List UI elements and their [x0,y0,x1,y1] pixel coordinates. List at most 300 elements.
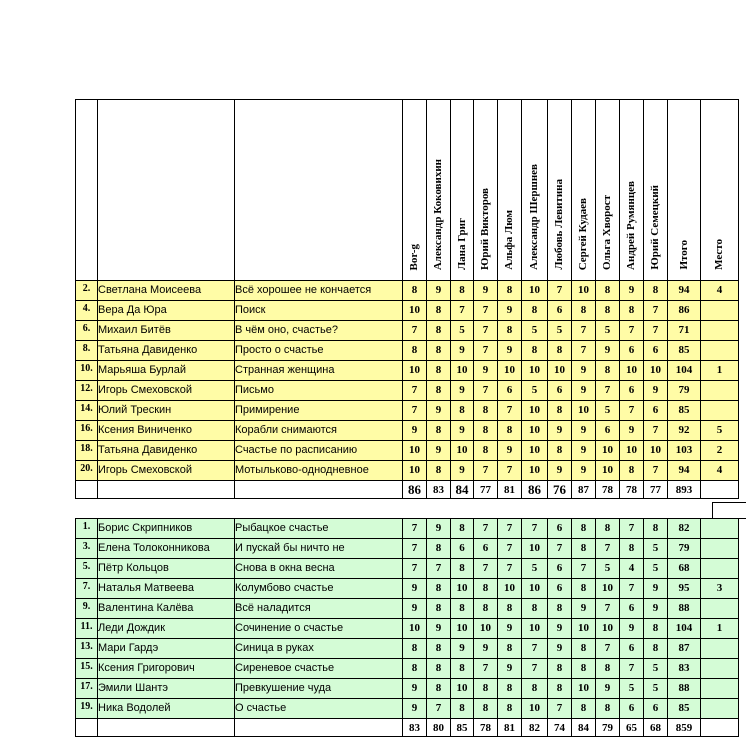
column-header [644,100,668,281]
column-total: 86 [403,481,427,499]
table-row [76,421,739,441]
column-header [572,100,596,281]
author-name: Марьяша Бурлай [98,361,235,381]
place-cell [701,679,739,699]
column-header [451,100,474,281]
author-name: Михаил Битёв [98,321,235,341]
total-cell: 88 [668,679,701,699]
work-title: Всё хорошее не кончается [235,281,403,301]
author-name: Игорь Смеховской [98,381,235,401]
score-cell: 9 [451,341,474,361]
entry-number: 14. [76,401,98,421]
score-cell: 7 [474,519,498,539]
score-cell: 8 [427,679,451,699]
score-cell: 8 [548,599,572,619]
totals-blank [701,719,739,737]
header-row [76,100,739,281]
score-cell: 10 [572,619,596,639]
score-cell: 10 [522,619,548,639]
score-cell: 9 [572,441,596,461]
total-cell: 85 [668,341,701,361]
column-total: 74 [548,719,572,737]
score-cell: 10 [403,301,427,321]
score-cell: 5 [620,679,644,699]
score-cell: 7 [548,281,572,301]
column-header-label: Альфа Люм [503,210,515,270]
score-cell: 8 [427,461,451,481]
score-cell: 9 [498,619,522,639]
entry-number: 8. [76,341,98,361]
score-cell: 10 [572,281,596,301]
entry-number: 10. [76,361,98,381]
place-cell [701,659,739,679]
score-cell: 7 [548,539,572,559]
totals-blank [701,481,739,499]
score-cell: 8 [572,659,596,679]
score-cell: 8 [596,699,620,719]
score-cell: 8 [427,381,451,401]
author-name: Татьяна Давиденко [98,441,235,461]
score-cell: 9 [572,361,596,381]
entry-number: 2. [76,281,98,301]
score-cell: 8 [451,281,474,301]
score-cell: 8 [620,301,644,321]
work-title: Просто о счастье [235,341,403,361]
score-cell: 7 [596,381,620,401]
header-work-cell [235,100,403,281]
entry-number: 1. [76,519,98,539]
score-cell: 8 [572,301,596,321]
grand-total: 893 [668,481,701,499]
score-cell: 9 [620,619,644,639]
score-cell: 9 [427,401,451,421]
author-name: Ника Водолей [98,699,235,719]
score-cell: 9 [474,361,498,381]
table-row [76,659,739,679]
score-cell: 9 [403,679,427,699]
score-cell: 9 [548,639,572,659]
column-header [620,100,644,281]
score-cell: 6 [548,579,572,599]
column-header [403,100,427,281]
total-cell: 82 [668,519,701,539]
score-cell: 9 [572,461,596,481]
score-cell: 8 [451,699,474,719]
column-header-label: Андрей Румянцев [625,181,637,270]
column-header [596,100,620,281]
score-cell: 6 [620,599,644,619]
score-cell: 10 [474,619,498,639]
author-name: Светлана Моисеева [98,281,235,301]
score-cell: 7 [474,381,498,401]
author-name: Елена Толоконникова [98,539,235,559]
score-cell: 8 [451,659,474,679]
score-cell: 7 [620,321,644,341]
column-total: 78 [474,719,498,737]
score-cell: 9 [427,441,451,461]
score-cell: 8 [548,401,572,421]
entry-number: 12. [76,381,98,401]
column-total: 65 [620,719,644,737]
author-name: Ксения Григорович [98,659,235,679]
score-cell: 6 [548,519,572,539]
place-cell: 2 [701,441,739,461]
score-cell: 8 [474,679,498,699]
table-row [76,281,739,301]
score-cell: 8 [498,639,522,659]
score-cell: 9 [403,599,427,619]
score-cell: 5 [451,321,474,341]
score-cell: 10 [644,361,668,381]
score-cell: 7 [644,461,668,481]
column-header-label: Александр Шершнев [528,164,540,270]
work-title: Всё наладится [235,599,403,619]
score-cell: 8 [644,619,668,639]
results-sheet-bottom [75,518,739,737]
place-cell: 1 [701,361,739,381]
total-cell: 88 [668,599,701,619]
score-cell: 9 [427,619,451,639]
score-cell: 8 [451,401,474,421]
score-cell: 10 [572,401,596,421]
column-total: 78 [620,481,644,499]
author-name: Татьяна Давиденко [98,341,235,361]
score-cell: 7 [522,519,548,539]
score-cell: 7 [498,559,522,579]
score-cell: 9 [451,381,474,401]
entry-number: 15. [76,659,98,679]
score-cell: 7 [522,659,548,679]
score-cell: 9 [572,599,596,619]
score-cell: 8 [522,341,548,361]
author-name: Игорь Смеховской [98,461,235,481]
score-cell: 7 [474,461,498,481]
totals-blank [76,719,98,737]
table-row [76,519,739,539]
table-row [76,301,739,321]
column-header [498,100,522,281]
score-cell: 8 [498,281,522,301]
score-cell: 8 [427,539,451,559]
author-name: Борис Скрипников [98,519,235,539]
total-cell: 79 [668,539,701,559]
score-cell: 6 [548,301,572,321]
column-total: 83 [403,719,427,737]
score-cell: 9 [427,519,451,539]
column-header [522,100,548,281]
column-total: 83 [427,481,451,499]
entry-number: 9. [76,599,98,619]
work-title: Сиреневое счастье [235,659,403,679]
entry-number: 11. [76,619,98,639]
score-cell: 9 [644,599,668,619]
score-cell: 9 [427,281,451,301]
score-cell: 8 [548,679,572,699]
score-cell: 10 [522,441,548,461]
table-row [76,559,739,579]
score-cell: 8 [474,401,498,421]
work-title: Синица в руках [235,639,403,659]
score-cell: 8 [403,341,427,361]
score-cell: 8 [498,421,522,441]
score-cell: 9 [498,441,522,461]
total-cell: 71 [668,321,701,341]
author-name: Юлий Трескин [98,401,235,421]
place-cell [701,341,739,361]
score-cell: 9 [474,639,498,659]
score-cell: 5 [548,321,572,341]
column-header [701,100,739,281]
score-cell: 8 [427,659,451,679]
score-cell: 8 [548,341,572,361]
score-cell: 8 [451,559,474,579]
place-cell [701,519,739,539]
score-cell: 7 [548,699,572,719]
score-cell: 8 [644,639,668,659]
score-cell: 7 [427,699,451,719]
total-cell: 95 [668,579,701,599]
score-cell: 7 [474,341,498,361]
score-cell: 7 [474,659,498,679]
score-cell: 9 [403,421,427,441]
results-table-group-2 [75,518,739,737]
score-cell: 7 [620,659,644,679]
score-cell: 6 [451,539,474,559]
score-cell: 8 [427,321,451,341]
totals-blank [235,719,403,737]
column-total: 80 [427,719,451,737]
total-cell: 92 [668,421,701,441]
score-cell: 7 [403,559,427,579]
score-cell: 9 [451,639,474,659]
table-row [76,441,739,461]
total-cell: 94 [668,461,701,481]
score-cell: 8 [474,421,498,441]
place-cell [701,699,739,719]
score-cell: 7 [596,539,620,559]
score-cell: 9 [474,281,498,301]
entry-number: 4. [76,301,98,321]
entry-number: 3. [76,539,98,559]
score-cell: 10 [522,401,548,421]
total-cell: 85 [668,699,701,719]
score-cell: 6 [474,539,498,559]
work-title: Рыбацкое счастье [235,519,403,539]
work-title: Поиск [235,301,403,321]
column-total: 84 [451,481,474,499]
table-row [76,321,739,341]
place-cell [701,301,739,321]
score-cell: 8 [572,579,596,599]
score-cell: 10 [451,679,474,699]
total-cell: 87 [668,639,701,659]
column-total: 81 [498,719,522,737]
score-cell: 8 [474,441,498,461]
column-header-label: Место [713,239,725,270]
score-cell: 8 [522,599,548,619]
score-cell: 10 [522,361,548,381]
score-cell: 7 [596,639,620,659]
column-total: 79 [596,719,620,737]
score-cell: 5 [596,321,620,341]
score-cell: 10 [522,461,548,481]
score-cell: 7 [474,301,498,321]
column-header [474,100,498,281]
work-title: Мотыльково-однодневное [235,461,403,481]
score-cell: 9 [596,679,620,699]
score-cell: 8 [620,461,644,481]
column-header-label: Юрий Семецкий [649,185,661,270]
place-cell [701,321,739,341]
table-row [76,461,739,481]
column-header [548,100,572,281]
column-total: 85 [451,719,474,737]
work-title: Счастье по расписанию [235,441,403,461]
separator-row [75,502,746,518]
score-cell: 8 [474,699,498,719]
score-cell: 7 [644,321,668,341]
score-cell: 9 [644,381,668,401]
column-header-label: Bor-g [408,243,420,270]
entry-number: 20. [76,461,98,481]
score-cell: 9 [451,461,474,481]
totals-row [76,481,739,499]
author-name: Пётр Кольцов [98,559,235,579]
score-cell: 10 [596,461,620,481]
work-title: Письмо [235,381,403,401]
column-total: 78 [596,481,620,499]
table-row [76,599,739,619]
place-cell: 4 [701,461,739,481]
score-cell: 10 [522,699,548,719]
total-cell: 104 [668,619,701,639]
entry-number: 18. [76,441,98,461]
score-cell: 7 [403,519,427,539]
score-cell: 7 [644,421,668,441]
score-cell: 9 [644,579,668,599]
score-cell: 5 [644,679,668,699]
totals-blank [76,481,98,499]
score-cell: 6 [620,639,644,659]
column-total: 77 [474,481,498,499]
place-cell [701,401,739,421]
score-cell: 10 [644,441,668,461]
score-cell: 9 [498,659,522,679]
score-cell: 9 [548,421,572,441]
score-cell: 8 [427,421,451,441]
score-cell: 8 [451,599,474,619]
score-cell: 10 [403,441,427,461]
score-cell: 8 [474,599,498,619]
score-cell: 9 [620,281,644,301]
column-header-label: Итого [677,240,690,270]
column-total: 81 [498,481,522,499]
score-cell: 7 [620,401,644,421]
score-cell: 7 [620,579,644,599]
score-cell: 8 [427,639,451,659]
score-cell: 8 [522,679,548,699]
score-cell: 4 [620,559,644,579]
score-cell: 8 [596,301,620,321]
score-cell: 8 [403,639,427,659]
score-cell: 9 [498,301,522,321]
score-cell: 7 [403,401,427,421]
entry-number: 5. [76,559,98,579]
score-cell: 7 [427,559,451,579]
table-row [76,539,739,559]
column-header-label: Юрий Викторов [479,188,491,270]
score-cell: 5 [644,559,668,579]
score-cell: 7 [572,321,596,341]
score-cell: 10 [572,679,596,699]
table-row [76,381,739,401]
grand-total: 859 [668,719,701,737]
score-cell: 8 [498,599,522,619]
score-cell: 7 [596,599,620,619]
score-cell: 8 [474,579,498,599]
score-cell: 10 [548,361,572,381]
score-cell: 8 [427,579,451,599]
column-total: 76 [548,481,572,499]
results-table-group-1 [75,99,739,499]
score-cell: 8 [572,519,596,539]
table-row [76,401,739,421]
column-header-label: Лана Григ [455,217,468,270]
column-header [427,100,451,281]
score-cell: 6 [644,341,668,361]
score-cell: 5 [644,539,668,559]
total-cell: 104 [668,361,701,381]
header-name-cell [98,100,235,281]
table-row [76,679,739,699]
total-cell: 94 [668,281,701,301]
score-cell: 8 [403,281,427,301]
score-cell: 10 [522,579,548,599]
totals-blank [98,719,235,737]
score-cell: 8 [548,441,572,461]
score-cell: 8 [451,519,474,539]
score-cell: 8 [572,539,596,559]
column-header-label: Александр Коковихин [432,158,444,270]
total-cell: 103 [668,441,701,461]
score-cell: 5 [522,559,548,579]
score-cell: 9 [572,421,596,441]
score-cell: 5 [596,401,620,421]
totals-row [76,719,739,737]
score-cell: 9 [596,341,620,361]
score-cell: 7 [522,639,548,659]
column-total: 87 [572,481,596,499]
score-cell: 10 [620,361,644,381]
place-cell: 5 [701,421,739,441]
table-row [76,699,739,719]
score-cell: 7 [403,321,427,341]
score-cell: 9 [572,381,596,401]
score-cell: 8 [427,301,451,321]
work-title: Превкушение чуда [235,679,403,699]
score-cell: 10 [498,579,522,599]
entry-number: 17. [76,679,98,699]
score-cell: 6 [620,341,644,361]
column-total: 82 [522,719,548,737]
score-cell: 5 [596,559,620,579]
place-cell [701,639,739,659]
table-row [76,361,739,381]
total-cell: 79 [668,381,701,401]
score-cell: 8 [427,361,451,381]
column-total: 84 [572,719,596,737]
place-cell [701,381,739,401]
